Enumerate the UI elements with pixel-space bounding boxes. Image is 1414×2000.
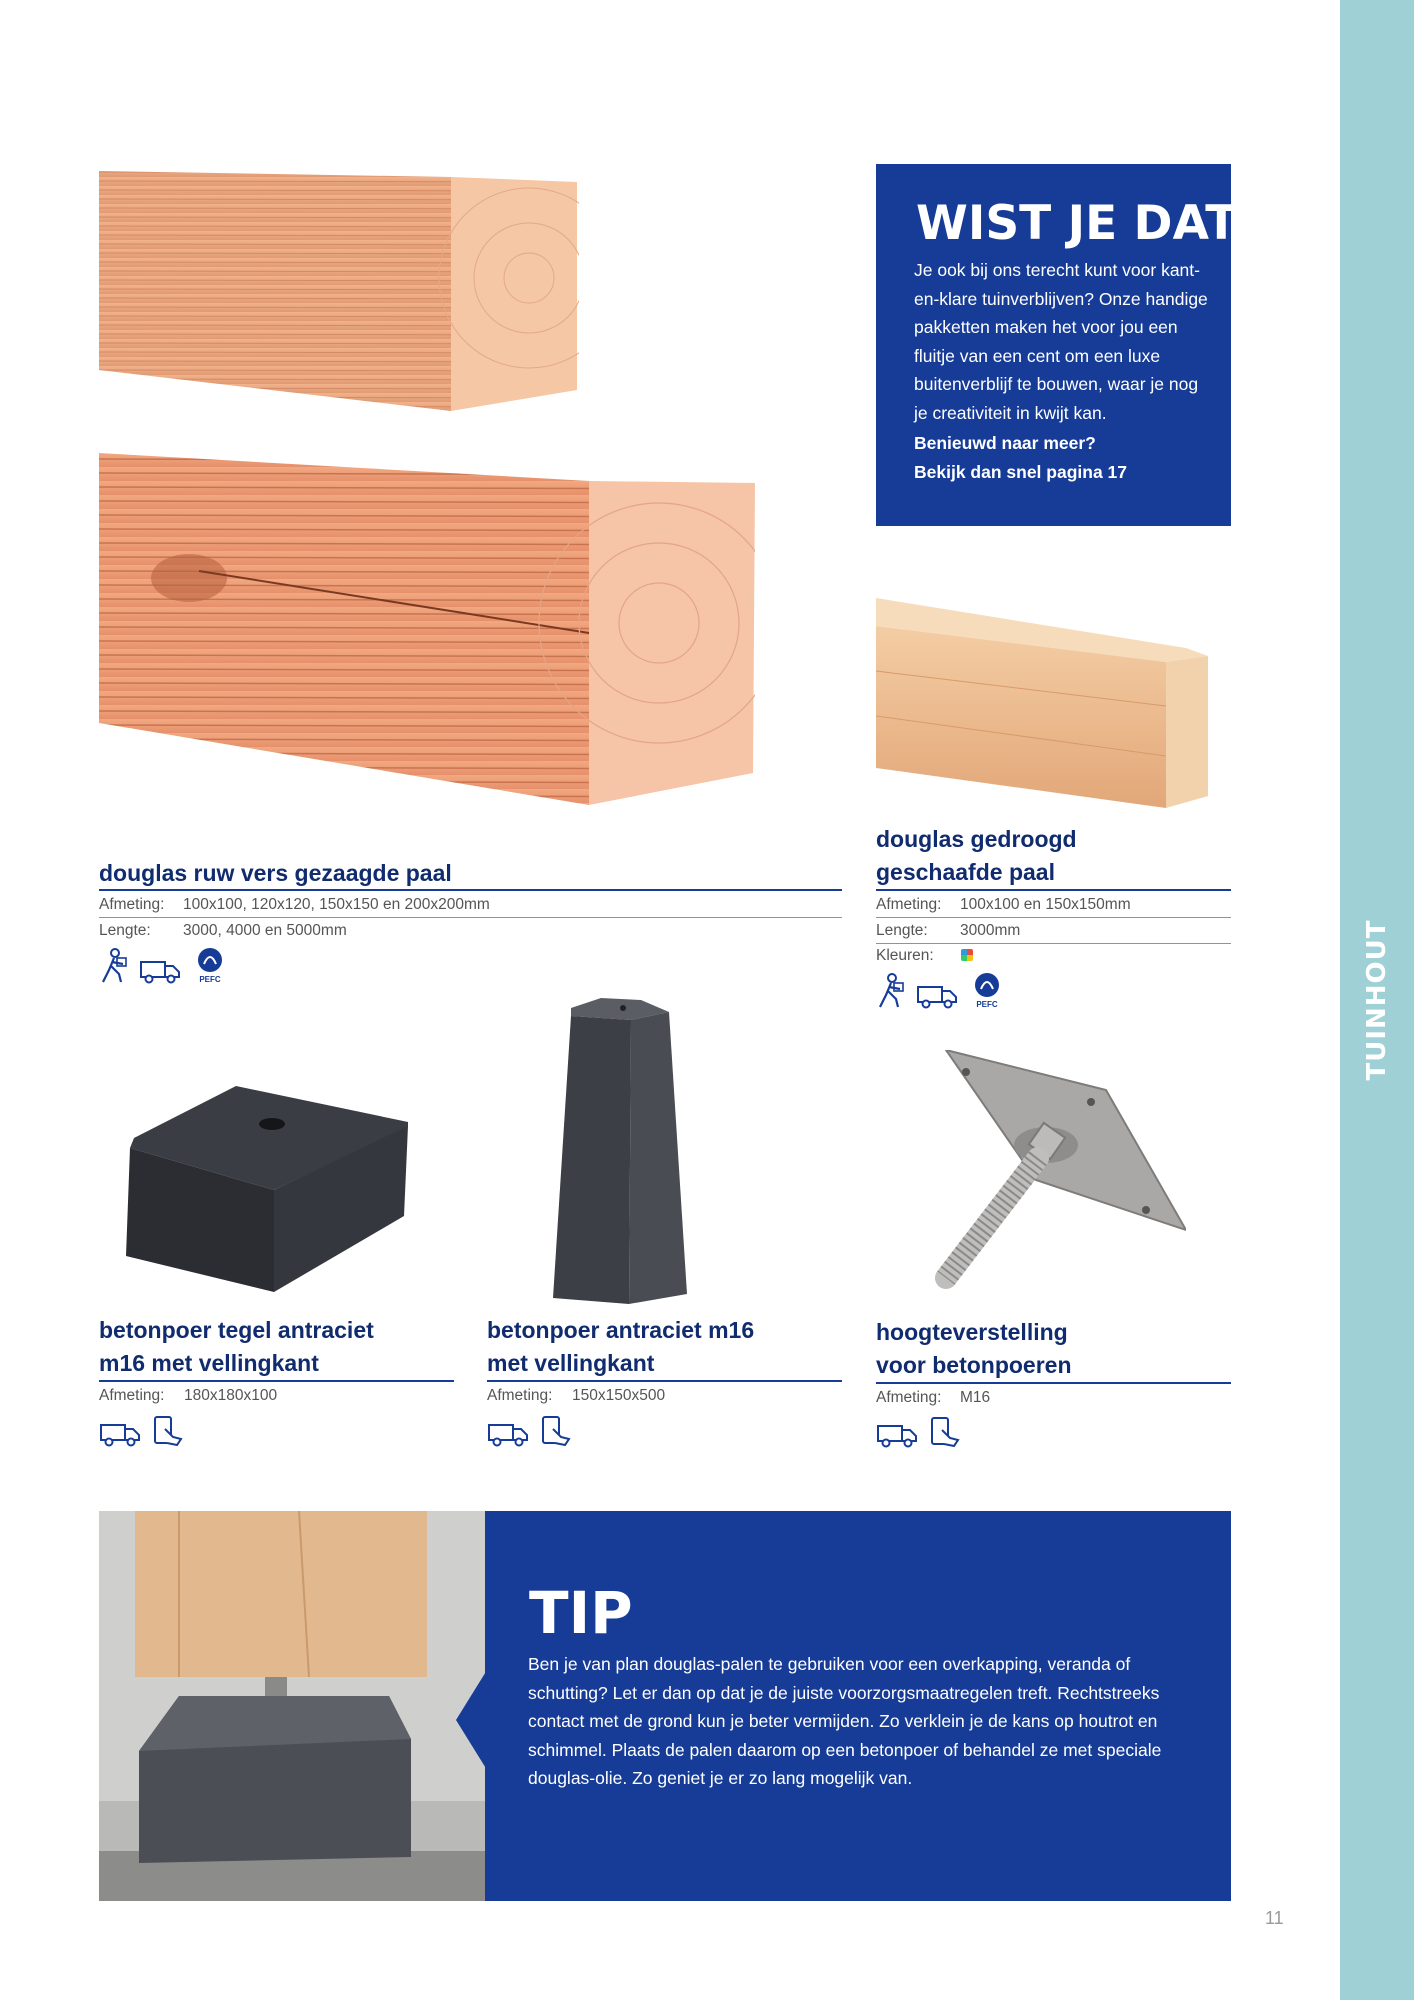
did-you-know-cta [914,429,1214,486]
service-icons [99,946,227,989]
spec-value: 180x180x100 [184,1387,278,1404]
concrete-tile-photo [124,1086,408,1296]
product-title-concrete-tile [99,1314,374,1380]
did-you-know-box [876,164,1265,526]
product-title-line: hoogteverstelling [876,1319,1068,1345]
delivery-truck-icon [487,1421,529,1452]
product-title-height-adjuster [876,1316,1072,1382]
product-rule [487,1380,842,1382]
product-title-concrete-foot [487,1314,754,1380]
order-online-icon [541,1415,571,1452]
concrete-post-foot-photo [551,998,689,1306]
page-number: 11 [1265,1908,1284,1928]
spec-value: 100x100 en 150x150mm [960,896,1131,913]
product-rule [99,1380,454,1382]
delivery-truck-icon [139,958,181,989]
product-title-line: betonpoer antraciet m16 [487,1317,755,1343]
section-label: TUINHOUT [1362,919,1392,1081]
delivery-truck-icon [876,1422,918,1453]
product-title-line: voor betonpoeren [876,1352,1072,1378]
pefc-label: PEFC [199,975,221,984]
spec-divider [876,917,1231,918]
spec-value: 3000, 4000 en 5000mm [183,922,347,939]
spec-label: Afmeting: [487,1387,553,1404]
color-swatch [961,949,973,961]
pefc-label: PEFC [976,1000,998,1009]
douglas-planed-beam-photo [876,596,1208,808]
product-rule [876,889,1231,891]
product-rule [99,889,842,891]
service-icons [876,971,1004,1014]
tip-text: Ben je van plan douglas-palen te gebruiken voor een overkapping, veranda of schutting? Let er dan op dat je de juiste voorzorgsmaatregelen treft. Rechtstreeks contact met de grond kun je beter vermijden. Zo verklein je de kans op houtrot en schimmel. Plaats de palen daarom op een betonpoer of behandel ze met speciale douglas-olie. Zo geniet je er zo lang mogelijk van. [528,1654,1162,1788]
spec-label: Afmeting: [99,1387,165,1404]
service-icons [99,1415,183,1452]
spec-label: Afmeting: [99,896,165,913]
service-icons [876,1416,960,1453]
product-title-douglas-rough: douglas ruw vers gezaagde paal [99,860,452,886]
pickup-icon [99,948,127,989]
order-online-icon [153,1415,183,1452]
douglas-rough-beam-small-photo [99,168,579,413]
product-title-line: douglas gedroogd [876,826,1077,852]
douglas-rough-beam-large-photo [99,453,755,805]
spec-value: 100x100, 120x120, 150x150 en 200x200mm [183,896,490,913]
product-title-line: m16 met vellingkant [99,1350,319,1376]
pefc-icon [193,946,227,989]
spec-divider [99,917,842,918]
spec-label: Kleuren: [876,947,934,964]
spec-value: 150x150x500 [572,1387,666,1404]
product-title-line: geschaafde paal [876,859,1055,885]
did-you-know-cta-line-2: Bekijk dan snel pagina 17 [914,461,1127,482]
spec-value: M16 [960,1389,991,1406]
spec-label: Afmeting: [876,1389,942,1406]
spec-label: Afmeting: [876,896,942,913]
spec-label: Lengte: [876,922,928,939]
order-online-icon [930,1416,960,1453]
height-adjuster-photo [926,1050,1186,1300]
pefc-icon [970,971,1004,1014]
did-you-know-text: Je ook bij ons terecht kunt voor kant-en-klare tuinverblijven? Onze handige pakketten maken het voor jou een fluitje van een cent om een luxe buitenverblijf te bouwen, waar je nog je creativiteit in kwijt kan. [914,260,1208,423]
service-icons [487,1415,571,1452]
did-you-know-cta-line-1: Benieuwd naar meer? [914,433,1096,453]
product-title-line: betonpoer tegel antraciet [99,1317,374,1343]
product-title-douglas-planed [876,823,1077,889]
product-title-line: met vellingkant [487,1350,655,1376]
spec-divider [876,943,1231,944]
tip-photo [99,1511,486,1901]
pickup-icon [876,973,904,1014]
tip-title: TIP [529,1579,633,1647]
delivery-truck-icon [99,1421,141,1452]
product-rule [876,1382,1231,1384]
spec-label: Lengte: [99,922,151,939]
delivery-truck-icon [916,983,958,1014]
spec-value: 3000mm [960,922,1021,939]
tip-notch [456,1670,487,1770]
tip-box [485,1511,1231,1901]
did-you-know-title: WIST JE DAT? [916,196,1265,251]
